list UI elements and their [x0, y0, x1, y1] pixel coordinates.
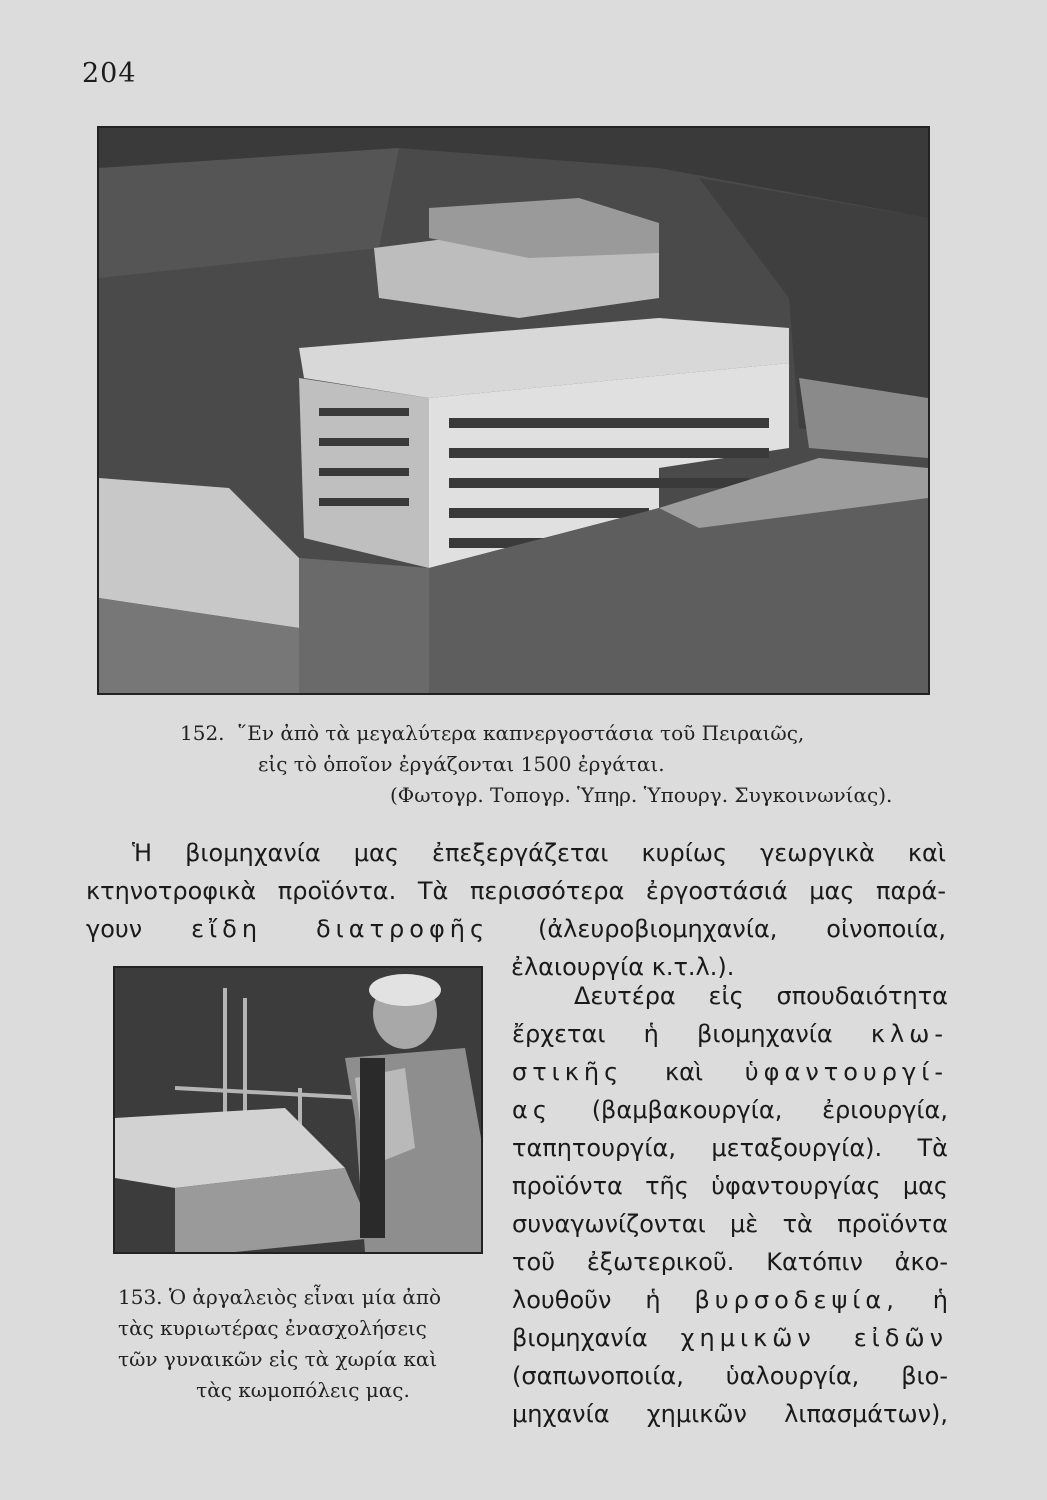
emphasized-term: στικῆς — [512, 1058, 624, 1086]
caption-line-2: εἰς τὸ ὁποῖον ἐργάζονται 1500 ἐργάται. — [258, 752, 665, 776]
caption-line-4: τὰς κωμοπόλεις μας. — [196, 1378, 410, 1402]
figure-152-caption — [180, 718, 940, 811]
text-line — [512, 1015, 948, 1053]
text-line — [512, 1319, 948, 1357]
caption-line-3: τῶν γυναικῶν εἰς τὰ χωρία καὶ — [118, 1347, 438, 1371]
caption-text: Ὁ ἀργαλειὸς εἶναι μία ἀπὸ — [168, 1285, 442, 1309]
emphasized-term: χημικῶν εἰδῶν — [680, 1324, 948, 1352]
text-line: ταπητουργία, μεταξουργία). Τὰ — [512, 1134, 948, 1162]
caption-text: ῞Εν ἀπὸ τὰ μεγαλύτερα καπνεργοστάσια τοῦ Πειραιῶς, — [237, 721, 805, 745]
caption-line-1 — [118, 1282, 488, 1313]
word: λουθοῦν ἡ — [512, 1286, 661, 1314]
text-line: συναγωνίζονται μὲ τὰ προϊόντα — [512, 1210, 948, 1238]
emphasized-term: εἴδη διατροφῆς — [191, 915, 490, 943]
text-line: ἐλαιουργία κ.τ.λ.). — [511, 953, 735, 981]
emphasized-term: ας — [512, 1096, 552, 1124]
text-line — [512, 1281, 948, 1319]
factory-aerial-photo — [97, 126, 930, 695]
text-line: Ἡ βιομηχανία μας ἐπεξεργάζεται κυρίως γεωργικὰ καὶ — [132, 839, 946, 867]
text-line: τοῦ ἐξωτερικοῦ. Κατόπιν ἀκο- — [512, 1248, 948, 1276]
text-line: Δευτέρα εἰς σπουδαιότητα — [574, 982, 948, 1010]
emphasized-term: κλω- — [870, 1020, 948, 1048]
text-line: προϊόντα τῆς ὑφαντουργίας μας — [512, 1172, 948, 1200]
paragraph-textile-industry — [512, 977, 948, 1433]
figure-number: 153. — [118, 1285, 163, 1309]
text-line — [512, 1091, 948, 1129]
text-line: μηχανία χημικῶν λιπασμάτων), — [512, 1400, 948, 1428]
figure-153-caption — [118, 1282, 488, 1406]
word: ἔρχεται ἡ βιομηχανία — [512, 1020, 833, 1048]
loom-photo — [113, 966, 483, 1254]
figure-number: 152. — [180, 721, 225, 745]
word: ἡ — [932, 1286, 948, 1314]
word: (ἀλευροβιομηχανία, οἰνοποιία, — [537, 915, 946, 943]
word: βιομηχανία — [512, 1324, 648, 1352]
paragraph-industry-intro — [86, 834, 946, 986]
word: (βαμβακουργία, ἐριουργία, — [591, 1096, 948, 1124]
page-number: 204 — [82, 58, 137, 89]
word: γουν — [86, 915, 143, 943]
word: καὶ — [664, 1058, 704, 1086]
caption-line-2: τὰς κυριωτέρας ἐνασχολήσεις — [118, 1316, 427, 1340]
caption-line-1 — [180, 718, 940, 749]
text-line: κτηνοτροφικὰ προϊόντα. Τὰ περισσότερα ἐργοστάσιά μας παρά- — [86, 877, 946, 905]
emphasized-term: βυρσοδεψία, — [694, 1286, 899, 1314]
emphasized-term: ὑφαντουργί- — [744, 1058, 948, 1086]
text-line — [86, 910, 946, 948]
photo-credit: (Φωτογρ. Τοπογρ. Ὑπηρ. Ὑπουργ. Συγκοινωνίας). — [390, 783, 893, 807]
text-line — [512, 1053, 948, 1091]
text-line: (σαπωνοποιία, ὑαλουργία, βιο- — [512, 1362, 948, 1390]
